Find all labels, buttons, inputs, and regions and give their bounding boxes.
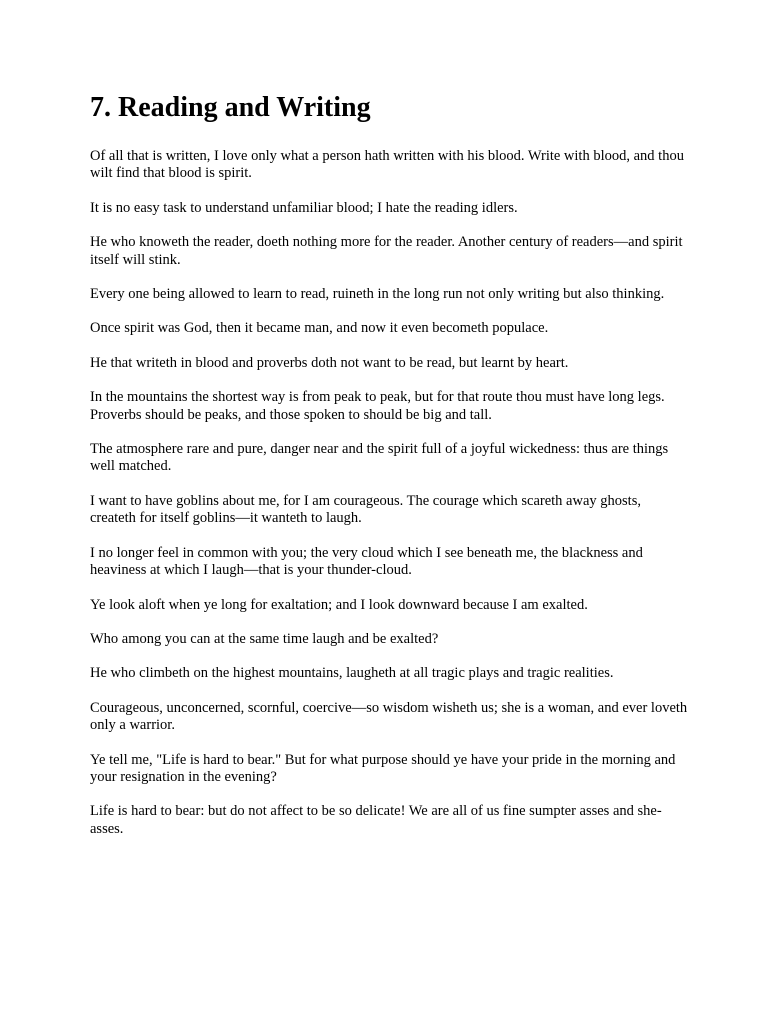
paragraph: Ye look aloft when ye long for exaltation; and I look downward because I am exalted.	[90, 596, 588, 613]
paragraph: Ye tell me, "Life is hard to bear." But for what purpose should ye have your pride in the morning and your resignation in the evening?	[90, 751, 676, 785]
paragraph: The atmosphere rare and pure, danger near and the spirit full of a joyful wickedness: thus are things well matched.	[90, 441, 669, 475]
paragraph: He that writeth in blood and proverbs doth not want to be read, but learnt by heart.	[90, 354, 569, 371]
paragraph: Of all that is written, I love only what a person hath written with his blood. Write with blood, and thou wilt find that blood is spirit.	[90, 148, 684, 182]
paragraph: Every one being allowed to learn to read, ruineth in the long run not only writing but also thinking.	[90, 286, 665, 303]
paragraph: Life is hard to bear: but do not affect to be so delicate! We are all of us fine sumpter asses and she-asses.	[90, 803, 662, 837]
paragraph: I no longer feel in common with you; the very cloud which I see beneath me, the blackness and heaviness at which I laugh—that is your thunder-cloud.	[90, 544, 643, 579]
paragraph: Courageous, unconcerned, scornful, coercive—so wisdom wisheth us; she is a woman, and ever loveth only a warrior.	[90, 699, 688, 734]
paragraph: It is no easy task to understand unfamiliar blood; I hate the reading idlers.	[90, 199, 518, 216]
page-title: 7. Reading and Writing	[90, 92, 371, 123]
paragraph: I want to have goblins about me, for I am courageous. The courage which scareth away ghosts, createth for itself goblins—it wanteth to laugh.	[90, 492, 641, 527]
paragraph: He who knoweth the reader, doeth nothing more for the reader. Another century of readers—and spirit itself will stink.	[90, 234, 683, 268]
document-page	[90, 88, 690, 855]
paragraph: He who climbeth on the highest mountains, laugheth at all tragic plays and tragic realities.	[90, 665, 614, 682]
paragraph: Once spirit was God, then it became man, and now it even becometh populace.	[90, 320, 549, 337]
paragraph: In the mountains the shortest way is from peak to peak, but for that route thou must have long legs. Proverbs should be peaks, and those spoken to should be big and tall.	[90, 389, 665, 423]
paragraph: Who among you can at the same time laugh and be exalted?	[90, 630, 439, 647]
